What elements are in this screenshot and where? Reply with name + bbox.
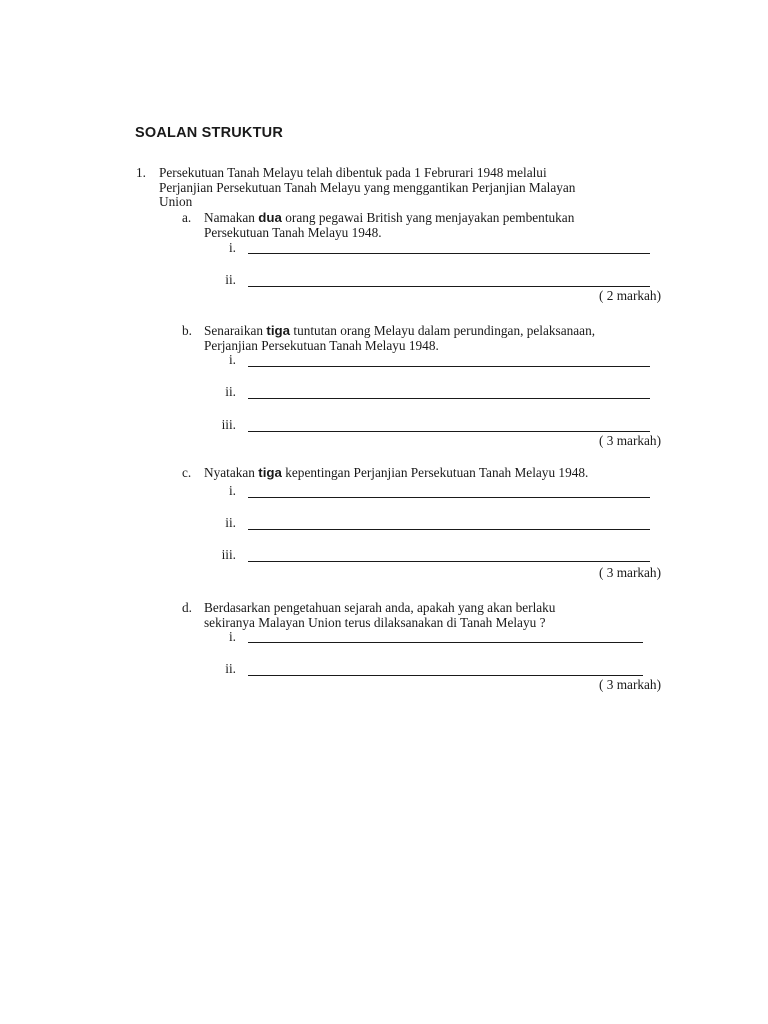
part-c-letter: c. [182,465,192,480]
answer-line-b-iii[interactable] [248,431,650,432]
answer-label-i: i. [228,352,236,367]
answer-label-i: i. [228,483,236,498]
answer-line-c-iii[interactable] [248,561,650,562]
question-text-line: Persekutuan Tanah Melayu telah dibentuk pada 1 Februrari 1948 melalui [159,165,547,180]
part-d-letter: d. [182,600,192,615]
prompt-text: orang pegawai British yang menjayakan pembentukan [281,210,575,225]
part-d-prompt [204,601,654,630]
section-title: SOALAN STRUKTUR [135,125,283,141]
answer-label-ii: ii. [225,515,236,530]
question-text-line: Union [159,194,193,209]
prompt-keyword: tiga [258,465,282,480]
answer-label-ii: ii. [225,384,236,399]
marks-b: ( 3 markah) [598,433,661,448]
answer-line-a-i[interactable] [248,253,650,254]
answer-label-ii: ii. [225,272,236,287]
answer-label-ii: ii. [225,661,236,676]
prompt-line-2: Persekutuan Tanah Melayu 1948. [204,224,382,240]
marks-c: ( 3 markah) [598,565,661,580]
part-b-letter: b. [182,323,192,338]
prompt-text: tuntutan orang Melayu dalam perundingan, pelaksanaan, [290,323,596,338]
prompt-text: Namakan [204,210,259,225]
question-text-line: Perjanjian Persekutuan Tanah Melayu yang menggantikan Perjanjian Malayan [159,179,576,195]
answer-label-i: i. [228,629,236,644]
answer-line-b-ii[interactable] [248,398,650,399]
part-c-prompt [204,466,654,481]
answer-line-c-ii[interactable] [248,529,650,530]
prompt-line-2: Perjanjian Persekutuan Tanah Melayu 1948. [204,337,439,353]
part-a-prompt [204,211,654,240]
part-b-prompt [204,324,654,353]
answer-line-b-i[interactable] [248,366,650,367]
part-a-letter: a. [182,210,192,225]
prompt-text: kepentingan Perjanjian Persekutuan Tanah Melayu 1948. [281,465,589,480]
prompt-keyword: tiga [266,323,291,338]
prompt-text: Berdasarkan pengetahuan sejarah anda, apakah yang akan berlaku [204,600,556,615]
prompt-text: Senaraikan [204,323,267,338]
answer-label-iii: iii. [221,547,236,562]
answer-label-iii: iii. [221,417,236,432]
answer-line-d-i[interactable] [248,642,643,643]
prompt-text: Nyatakan [204,465,259,480]
marks-a: ( 2 markah) [598,288,661,303]
prompt-line-2: sekiranya Malayan Union terus dilaksanakan di Tanah Melayu ? [204,614,546,630]
answer-line-d-ii[interactable] [248,675,643,676]
marks-d: ( 3 markah) [598,677,661,692]
answer-label-i: i. [228,240,236,255]
answer-line-c-i[interactable] [248,497,650,498]
question-number: 1. [136,165,146,180]
prompt-keyword: dua [258,210,282,225]
question-text [159,166,629,210]
answer-line-a-ii[interactable] [248,286,650,287]
